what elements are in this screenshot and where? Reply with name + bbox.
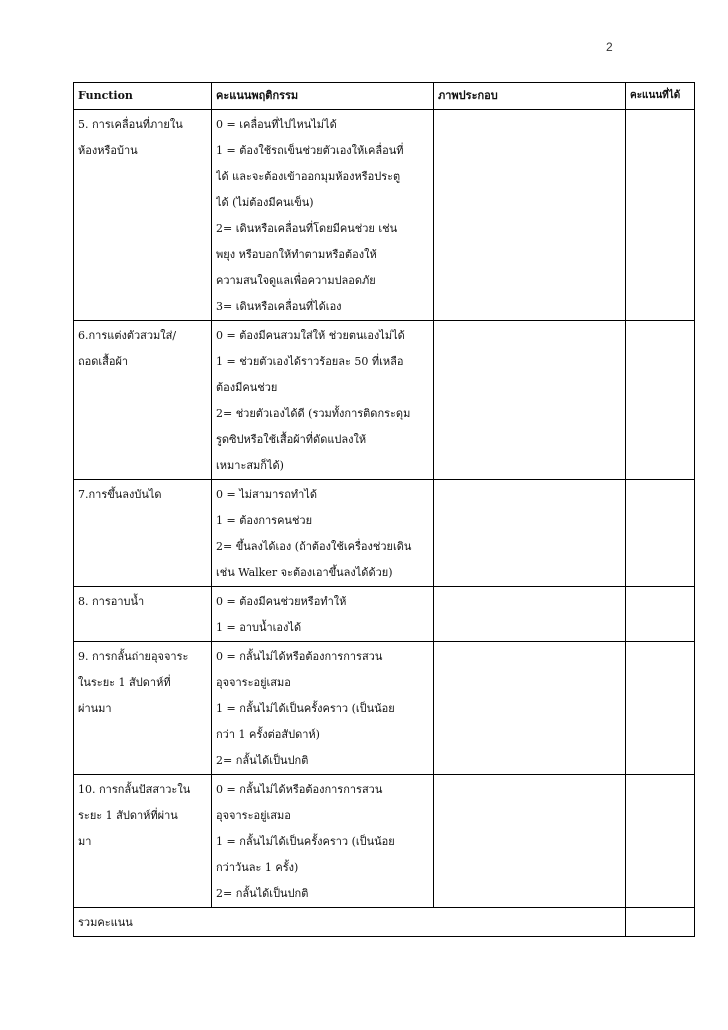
function-cell [74,480,212,587]
table-row [74,480,695,587]
criteria-line: 0 = กลั้นไม่ได้หรือต้องการการสวน [216,650,383,663]
function-line: 6.การแต่งตัวสวมใส่/ [78,329,177,342]
criteria-line: เช่น Walker จะต้องเอาขึ้นลงได้ด้วย) [216,566,393,579]
function-cell [74,642,212,775]
header-function: Function [74,83,212,110]
criteria-cell [212,775,434,908]
score-cell[interactable] [626,480,695,587]
illustration-cell [434,775,626,908]
table-row [74,642,695,775]
criteria-line: 0 = เคลื่อนที่ไปไหนไม่ได้ [216,118,337,131]
score-cell[interactable] [626,587,695,642]
criteria-line: 1 = กลั้นไม่ได้เป็นครั้งคราว (เป็นน้อย [216,702,395,715]
criteria-line: 2= เดินหรือเคลื่อนที่โดยมีคนช่วย เช่น [216,222,398,235]
criteria-line: 3= เดินหรือเคลื่อนที่ได้เอง [216,300,342,313]
criteria-line: ความสนใจดูแลเพื่อความปลอดภัย [216,274,376,287]
illustration-cell [434,587,626,642]
score-cell[interactable] [626,321,695,480]
criteria-cell [212,587,434,642]
criteria-cell [212,480,434,587]
assessment-table [73,82,695,937]
illustration-cell [434,480,626,587]
function-line: 5. การเคลื่อนที่ภายใน [78,118,183,131]
page-number: 2 [606,40,613,54]
table-row [74,321,695,480]
criteria-line: อุจจาระอยู่เสมอ [216,676,291,689]
criteria-line: 1 = อาบน้ำเองได้ [216,621,302,634]
function-cell [74,110,212,321]
score-cell[interactable] [626,110,695,321]
criteria-line: 0 = กลั้นไม่ได้หรือต้องการการสวน [216,783,383,796]
function-line: 8. การอาบน้ำ [78,595,145,608]
score-cell[interactable] [626,642,695,775]
function-cell [74,587,212,642]
criteria-line: ได้ และจะต้องเข้าออกมุมห้องหรือประตู [216,170,401,183]
criteria-line: เหมาะสมก็ได้) [216,459,284,472]
function-line: 9. การกลั้นถ่ายอุจจาระ [78,650,189,663]
criteria-line: 0 = ไม่สามารถทำได้ [216,488,317,501]
criteria-line: อุจจาระอยู่เสมอ [216,809,291,822]
criteria-line: 1 = ช่วยตัวเองได้ราวร้อยละ 50 ที่เหลือ [216,355,404,368]
table-row [74,775,695,908]
function-line: ถอดเสื้อผ้า [78,355,129,368]
total-row [74,908,695,937]
header-score-obtained: คะแนนที่ได้ [626,83,695,110]
criteria-line: 1 = กลั้นไม่ได้เป็นครั้งคราว (เป็นน้อย [216,835,395,848]
table-header-row [74,83,695,110]
total-score-label: รวมคะแนน [74,908,626,937]
criteria-line: กว่าวันละ 1 ครั้ง) [216,861,299,874]
function-cell [74,775,212,908]
illustration-cell [434,321,626,480]
criteria-line: 2= กลั้นได้เป็นปกติ [216,754,309,767]
criteria-cell [212,321,434,480]
function-line: 10. การกลั้นปัสสาวะใน [78,783,191,796]
criteria-line: 1 = ต้องการคนช่วย [216,514,313,527]
criteria-cell [212,642,434,775]
criteria-line: 0 = ต้องมีคนสวมใส่ให้ ช่วยตนเองไม่ได้ [216,329,405,342]
illustration-cell [434,110,626,321]
illustration-cell [434,642,626,775]
criteria-line: 2= กลั้นได้เป็นปกติ [216,887,309,900]
score-cell[interactable] [626,775,695,908]
table-row [74,110,695,321]
function-line: ระยะ 1 สัปดาห์ที่ผ่าน [78,809,178,822]
function-line: 7.การขึ้นลงบันได [78,488,162,501]
criteria-line: ได้ (ไม่ต้องมีคนเข็น) [216,196,314,209]
function-line: ในระยะ 1 สัปดาห์ที่ [78,676,171,689]
function-line: มา [78,835,92,848]
criteria-line: 0 = ต้องมีคนช่วยหรือทำให้ [216,595,347,608]
criteria-cell [212,110,434,321]
criteria-line: กว่า 1 ครั้งต่อสัปดาห์) [216,728,320,741]
function-cell [74,321,212,480]
criteria-line: ต้องมีคนช่วย [216,381,278,394]
total-score-cell[interactable] [626,908,695,937]
criteria-line: พยุง หรือบอกให้ทำตามหรือต้องให้ [216,248,377,261]
header-illustration: ภาพประกอบ [434,83,626,110]
criteria-line: 2= ช่วยตัวเองได้ดี (รวมทั้งการติดกระดุม [216,407,411,420]
criteria-line: 2= ขึ้นลงได้เอง (ถ้าต้องใช้เครื่องช่วยเดิน [216,540,412,553]
function-line: ผ่านมา [78,702,112,715]
table-row [74,587,695,642]
criteria-line: 1 = ต้องใช้รถเข็นช่วยตัวเองให้เคลื่อนที่ [216,144,404,157]
criteria-line: รูดซิปหรือใช้เสื้อผ้าที่ดัดแปลงให้ [216,433,367,446]
header-behavior-score: คะแนนพฤติกรรม [212,83,434,110]
function-line: ห้องหรือบ้าน [78,144,138,157]
